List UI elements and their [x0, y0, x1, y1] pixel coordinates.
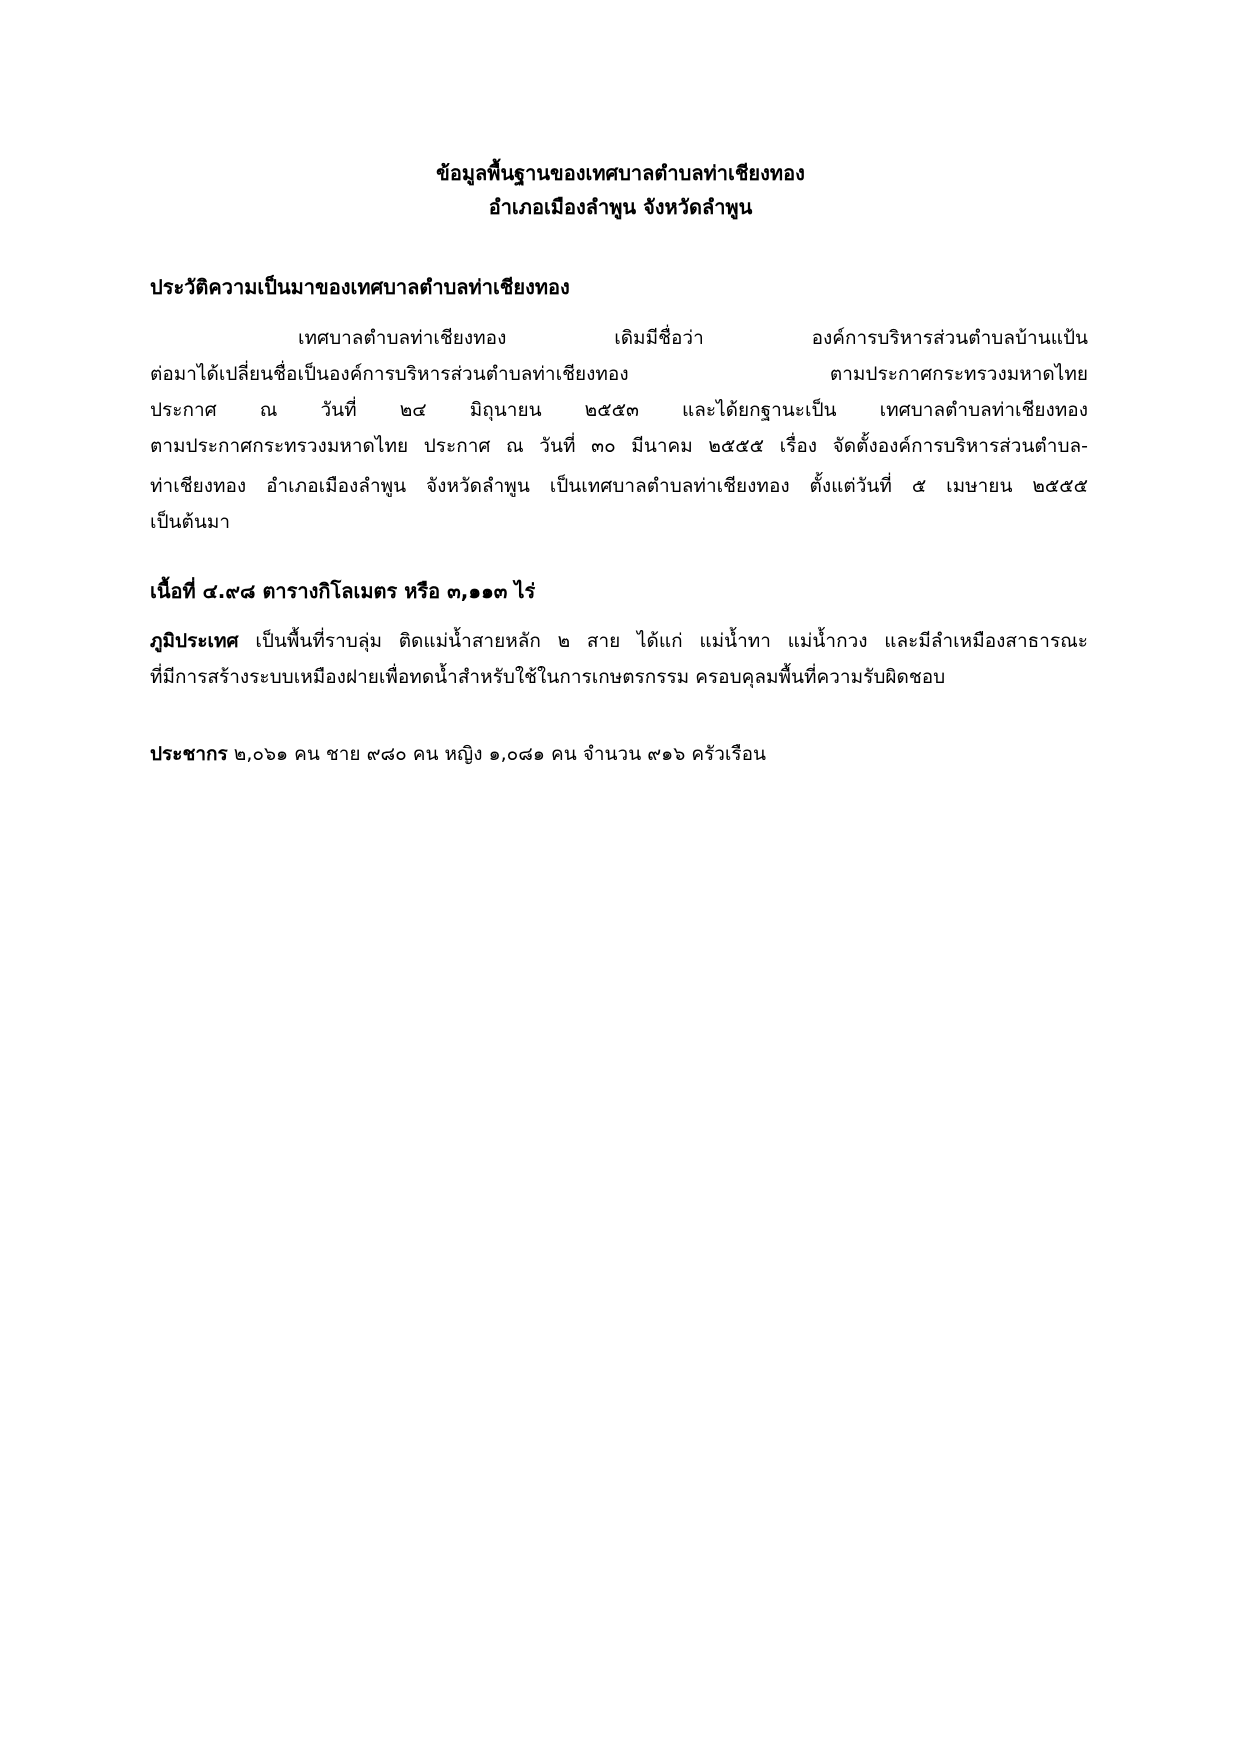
- geography-text: เป็นพื้นที่ราบลุ่ม ติดแม่น้ำสายหลัก ๒ สาย ได้แก่ แม่น้ำทา แม่น้ำกวง และมีลำเหมืองสาธารณะ: [238, 630, 1088, 652]
- history-line: ต่อมาได้เปลี่ยนชื่อเป็นองค์การบริหารส่วนตำบลท่าเชียงทอง ตามประกาศกระทรวงมหาดไทย: [150, 363, 1088, 385]
- history-line: ท่าเชียงทอง อำเภอเมืองลำพูน จังหวัดลำพูน เป็นเทศบาลตำบลท่าเชียงทอง ตั้งแต่วันที่ ๕ เมษายน ๒๕๕๕: [150, 475, 1088, 497]
- area-info: เนื้อที่ ๔.๙๘ ตารางกิโลเมตร หรือ ๓,๑๑๓ ไร่: [150, 579, 536, 603]
- history-line: ประกาศ ณ วันที่ ๒๔ มิถุนายน ๒๕๕๓ และได้ยกฐานะเป็น เทศบาลตำบลท่าเชียงทอง: [150, 399, 1088, 421]
- history-line: ตามประกาศกระทรวงมหาดไทย ประกาศ ณ วันที่ ๓๐ มีนาคม ๒๕๕๕ เรื่อง จัดตั้งองค์การบริหารส่วนตำบล-: [150, 435, 1088, 457]
- geography-line-2: ที่มีการสร้างระบบเหมืองฝายเพื่อทดน้ำสำหรับใช้ในการเกษตรกรรม ครอบคุลมพื้นที่ความรับผิดชอบ: [150, 666, 946, 688]
- population-label: ประชากร: [150, 743, 228, 765]
- history-heading: ประวัติความเป็นมาของเทศบาลตำบลท่าเชียงทอง: [150, 275, 570, 299]
- history-line: เป็นต้นมา: [150, 511, 231, 533]
- geography-line-1: [150, 625, 1088, 657]
- geography-label: ภูมิประเทศ: [150, 630, 239, 652]
- population-text: ๒,๐๖๑ คน ชาย ๙๘๐ คน หญิง ๑,๐๘๑ คน จำนวน ๙๑๖ ครัวเรือน: [227, 743, 767, 765]
- population-info: [150, 738, 1088, 770]
- document-subtitle: อำเภอเมืองลำพูน จังหวัดลำพูน: [488, 195, 753, 219]
- document-title: ข้อมูลพื้นฐานของเทศบาลตำบลท่าเชียงทอง: [436, 161, 805, 185]
- history-line: เทศบาลตำบลท่าเชียงทอง เดิมมีชื่อว่า องค์การบริหารส่วนตำบลบ้านแป้น: [298, 327, 1088, 349]
